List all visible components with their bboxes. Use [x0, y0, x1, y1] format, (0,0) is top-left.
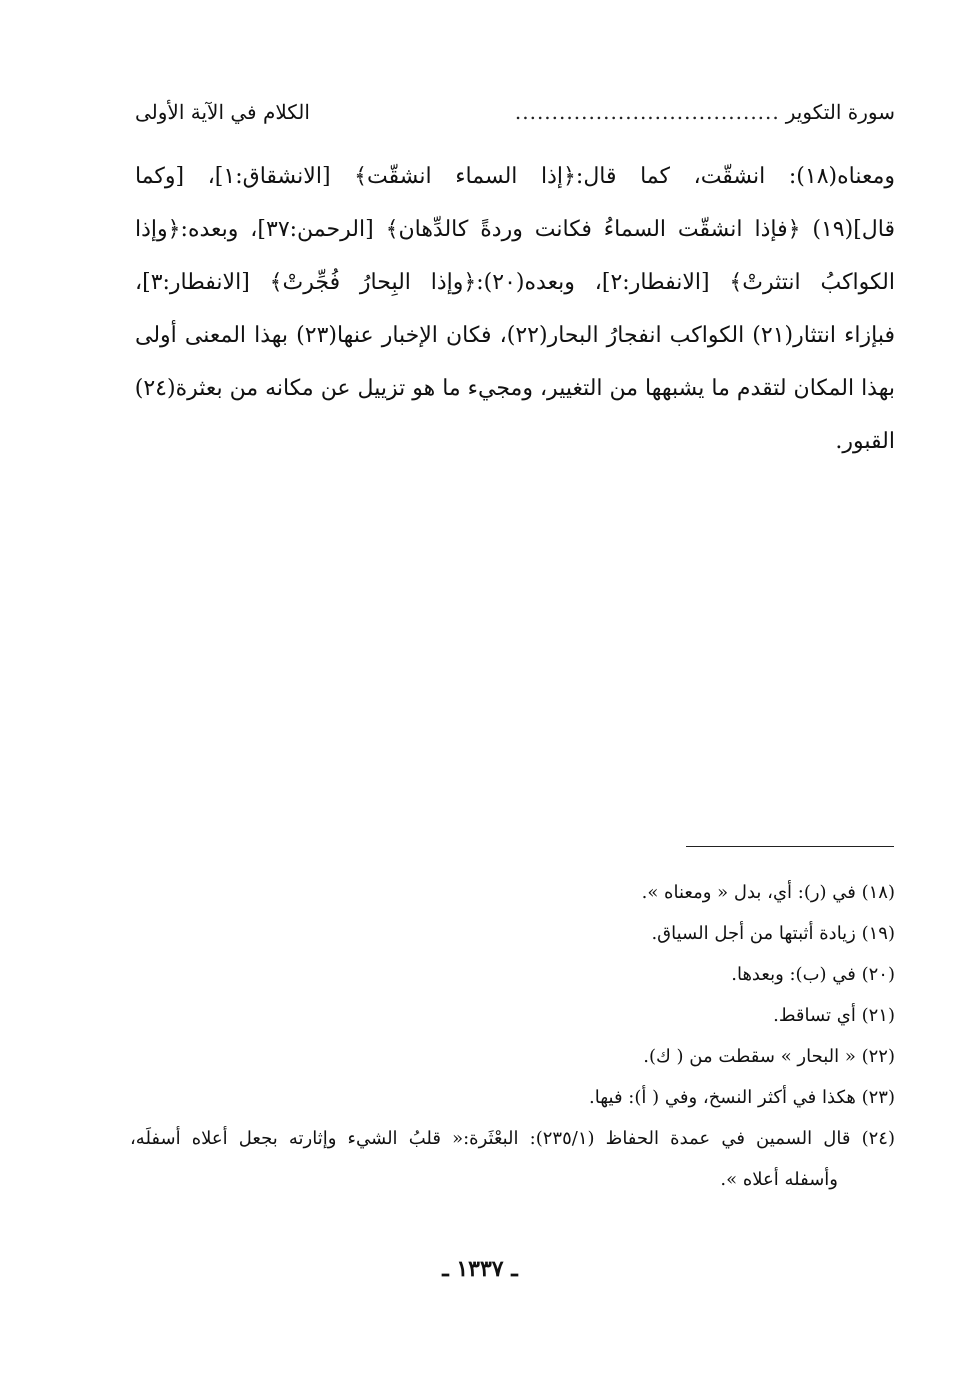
main-text-line: قال](١٩) ﴿فإذا انشقّت السماءُ فكانت وردةً كالدِّهان﴾ [الرحمن:٣٧]، وبعده:﴿وإذا — [135, 217, 895, 242]
footnote-21: (٢١) أي تساقط. — [773, 1005, 895, 1026]
footnote-23: (٢٣) هكذا في أكثر النسخ، وفي ( أ): فيها. — [589, 1087, 895, 1108]
main-text — [135, 150, 895, 468]
running-header — [135, 100, 895, 124]
footnote-20: (٢٠) في (ب): وبعدها. — [731, 964, 895, 985]
main-text-line: القبور. — [835, 429, 895, 454]
page-number: ـ ١٣٣٧ ـ — [442, 1256, 518, 1282]
main-text-line: الكواكبُ انتثرتْ﴾ [الانفطار:٢]، وبعده(٢٠):﴿وإذا البِحارُ فُجِّرتْ﴾ [الانفطار:٣]، — [135, 270, 895, 295]
footnote-18: (١٨) في (ر): أي، بدل « ومعناه ». — [641, 882, 895, 903]
main-text-line: بهذا المكان لتقدم ما يشبهها من التغيير، ومجيء ما هو تزييل عن مكانه من بعثرة(٢٤) — [135, 376, 895, 401]
header-leader-dots: .................................... — [514, 100, 780, 124]
footnote-24: (٢٤) قال السمين في عمدة الحفاظ (٢٣٥/١): البعْثَرة:« قلبُ الشيء وإثارته بجعل أعلاه أسفلَه، — [130, 1128, 895, 1149]
footnote-separator — [686, 846, 894, 847]
footnotes — [130, 872, 895, 1200]
header-surah-title: سورة التكوير — [785, 100, 895, 124]
footnote-22: (٢٢) « البحار » سقطت من ( ك). — [643, 1046, 895, 1067]
footnote-24-continuation: وأسفله أعلاه ». — [720, 1169, 838, 1190]
main-text-line: فبإزاء انتثار(٢١) الكواكب انفجارُ البحار(٢٢)، فكان الإخبار عنها(٢٣) بهذا المعنى أولى — [135, 323, 895, 348]
header-section-title: الكلام في الآية الأولى — [135, 100, 310, 124]
main-text-line: ومعناه(١٨): انشقّت، كما قال:﴿إذا السماء انشقّت﴾ [الانشقاق:١]، [وكما — [135, 164, 895, 189]
footnote-19: (١٩) زيادة أثبتها من أجل السياق. — [651, 923, 895, 944]
